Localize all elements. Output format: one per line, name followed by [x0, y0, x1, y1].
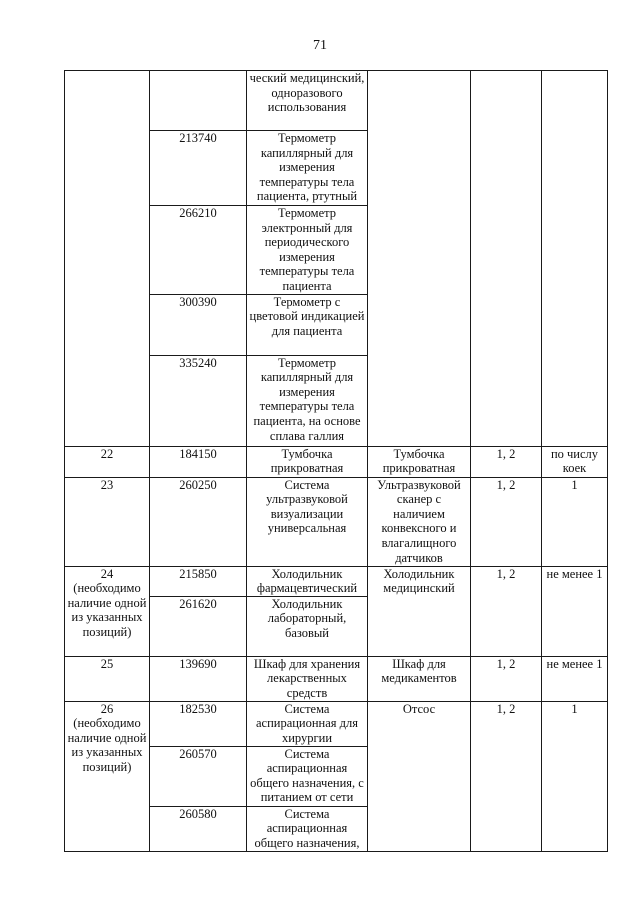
item-name-cell: Система ультразвуковой визуализации универсальная	[247, 477, 368, 566]
item-name-cell: Термометр капиллярный для измерения температуры тела пациента, ртутный	[247, 131, 368, 206]
code-cell: 266210	[150, 206, 247, 295]
code-cell: 139690	[150, 656, 247, 701]
item-number-cell: 24 (необходимо наличие одной из указанных позиций)	[65, 566, 150, 656]
code-cell: 260250	[150, 477, 247, 566]
item-name-cell: Термометр электронный для периодического измерения температуры тела пациента	[247, 206, 368, 295]
item-name-cell: Термометр с цветовой индикацией для пациента	[247, 294, 368, 355]
quantity-cell: не менее 1	[542, 566, 608, 656]
requirement-cell: 1, 2	[471, 701, 542, 851]
code-cell: 213740	[150, 131, 247, 206]
quantity-cell: 1	[542, 477, 608, 566]
item-number-cell: 25	[65, 656, 150, 701]
quantity-cell	[542, 71, 608, 447]
table-row	[65, 446, 608, 477]
code-cell: 215850	[150, 566, 247, 596]
code-cell: 260570	[150, 746, 247, 806]
requirement-cell: 1, 2	[471, 566, 542, 656]
equipment-table	[64, 70, 608, 852]
quantity-cell: не менее 1	[542, 656, 608, 701]
requirement-cell	[471, 71, 542, 447]
code-cell	[150, 71, 247, 131]
requirement-cell: 1, 2	[471, 656, 542, 701]
item-name-cell: Шкаф для хранения лекарственных средств	[247, 656, 368, 701]
code-cell: 182530	[150, 701, 247, 746]
item-name-cell: Система аспирационная общего назначения,	[247, 806, 368, 851]
item-number-cell: 26 (необходимо наличие одной из указанных позиций)	[65, 701, 150, 851]
quantity-cell: 1	[542, 701, 608, 851]
item-name-cell: Тумбочка прикроватная	[247, 446, 368, 477]
item-name-cell: Холодильник фармацевтический	[247, 566, 368, 596]
equipment-name-cell: Холодильник медицинский	[368, 566, 471, 656]
item-name-cell: Термометр капиллярный для измерения температуры тела пациента, на основе сплава галлия	[247, 355, 368, 446]
code-cell: 335240	[150, 355, 247, 446]
table-row	[65, 477, 608, 566]
item-number-cell: 22	[65, 446, 150, 477]
code-cell: 261620	[150, 596, 247, 656]
table-row	[65, 71, 608, 131]
item-name-cell: Система аспирационная общего назначения, с питанием от сети	[247, 746, 368, 806]
quantity-cell: по числу коек	[542, 446, 608, 477]
requirement-cell: 1, 2	[471, 446, 542, 477]
table-row	[65, 656, 608, 701]
item-name-cell: Холодильник лабораторный, базовый	[247, 596, 368, 656]
table-row	[65, 566, 608, 596]
item-name-cell: Система аспирационная для хирургии	[247, 701, 368, 746]
requirement-cell: 1, 2	[471, 477, 542, 566]
equipment-name-cell: Ультразвуковой сканер с наличием конвексного и влагалищного датчиков	[368, 477, 471, 566]
table-row	[65, 701, 608, 746]
item-number-cell	[65, 71, 150, 447]
code-cell: 184150	[150, 446, 247, 477]
item-number-cell: 23	[65, 477, 150, 566]
equipment-name-cell: Отсос	[368, 701, 471, 851]
page-number: 71	[313, 38, 327, 53]
equipment-name-cell: Шкаф для медикаментов	[368, 656, 471, 701]
equipment-name-cell	[368, 71, 471, 447]
code-cell: 300390	[150, 294, 247, 355]
item-name-cell: ческий медицинский, одноразового использования	[247, 71, 368, 131]
equipment-name-cell: Тумбочка прикроватная	[368, 446, 471, 477]
code-cell: 260580	[150, 806, 247, 851]
